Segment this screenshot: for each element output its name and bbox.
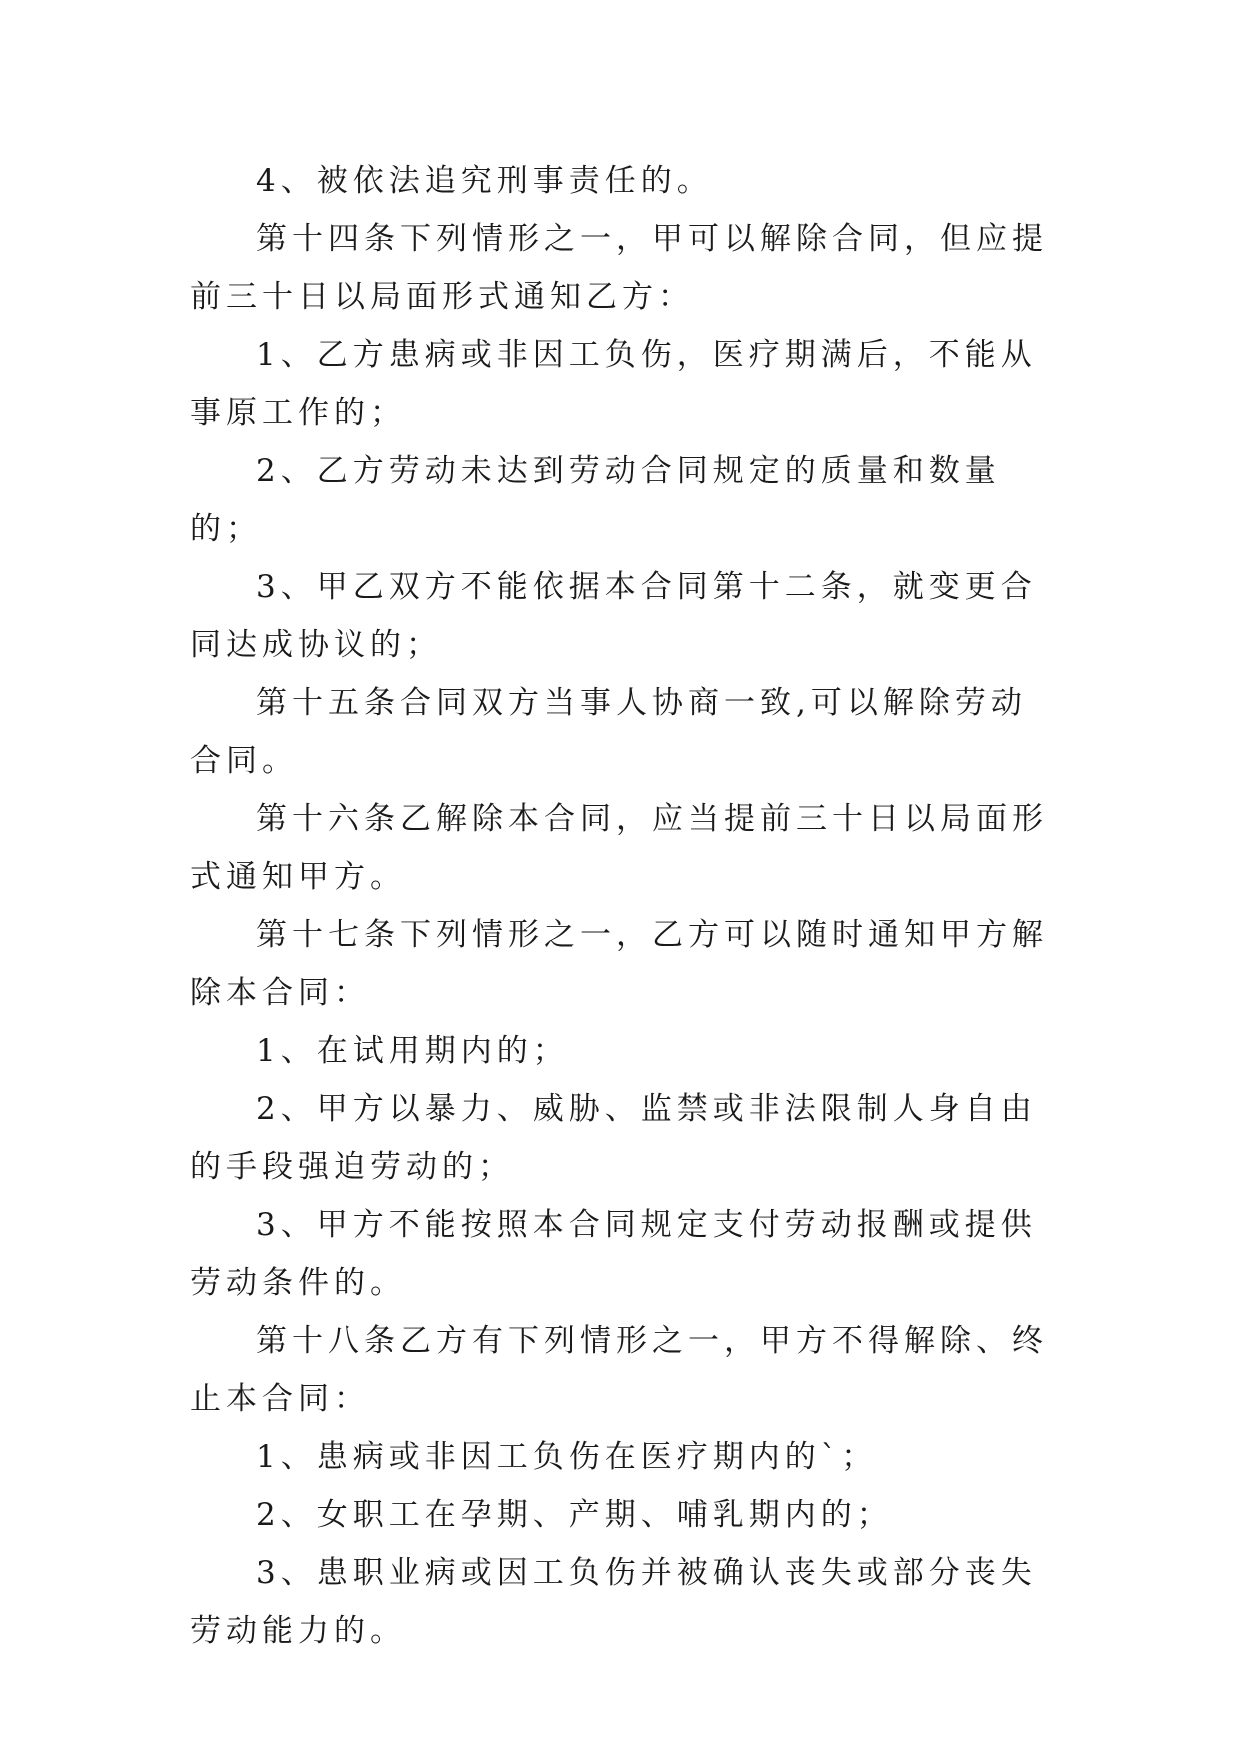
paragraph-2: 第十四条下列情形之一，甲可以解除合同，但应提前三十日以局面形式通知乙方： (190, 221, 1048, 315)
paragraph-7: 第十六条乙解除本合同，应当提前三十日以局面形式通知甲方。 (190, 801, 1048, 895)
paragraph-3: 1、乙方患病或非因工负伤，医疗期满后，不能从事原工作的； (190, 337, 1037, 431)
paragraph-6: 第十五条合同双方当事人协商一致,可以解除劳动合同。 (190, 685, 1027, 779)
paragraph-11: 3、甲方不能按照本合同规定支付劳动报酬或提供劳动条件的。 (190, 1207, 1037, 1301)
document-body (190, 152, 1050, 1660)
paragraph-8: 第十七条下列情形之一，乙方可以随时通知甲方解除本合同： (190, 917, 1048, 1011)
paragraph-9: 1、在试用期内的； (256, 1033, 569, 1069)
paragraph-10: 2、甲方以暴力、威胁、监禁或非法限制人身自由的手段强迫劳动的； (190, 1091, 1037, 1185)
paragraph-1: 4、被依法追究刑事责任的。 (256, 163, 713, 199)
paragraph-13: 1、患病或非因工负伤在医疗期内的`； (256, 1439, 878, 1475)
paragraph-15: 3、患职业病或因工负伤并被确认丧失或部分丧失劳动能力的。 (190, 1555, 1037, 1649)
paragraph-4: 2、乙方劳动未达到劳动合同规定的质量和数量的； (190, 453, 1001, 547)
paragraph-5: 3、甲乙双方不能依据本合同第十二条，就变更合同达成协议的； (190, 569, 1037, 663)
paragraph-14: 2、女职工在孕期、产期、哺乳期内的； (256, 1497, 893, 1533)
paragraph-12: 第十八条乙方有下列情形之一，甲方不得解除、终止本合同： (190, 1323, 1048, 1417)
